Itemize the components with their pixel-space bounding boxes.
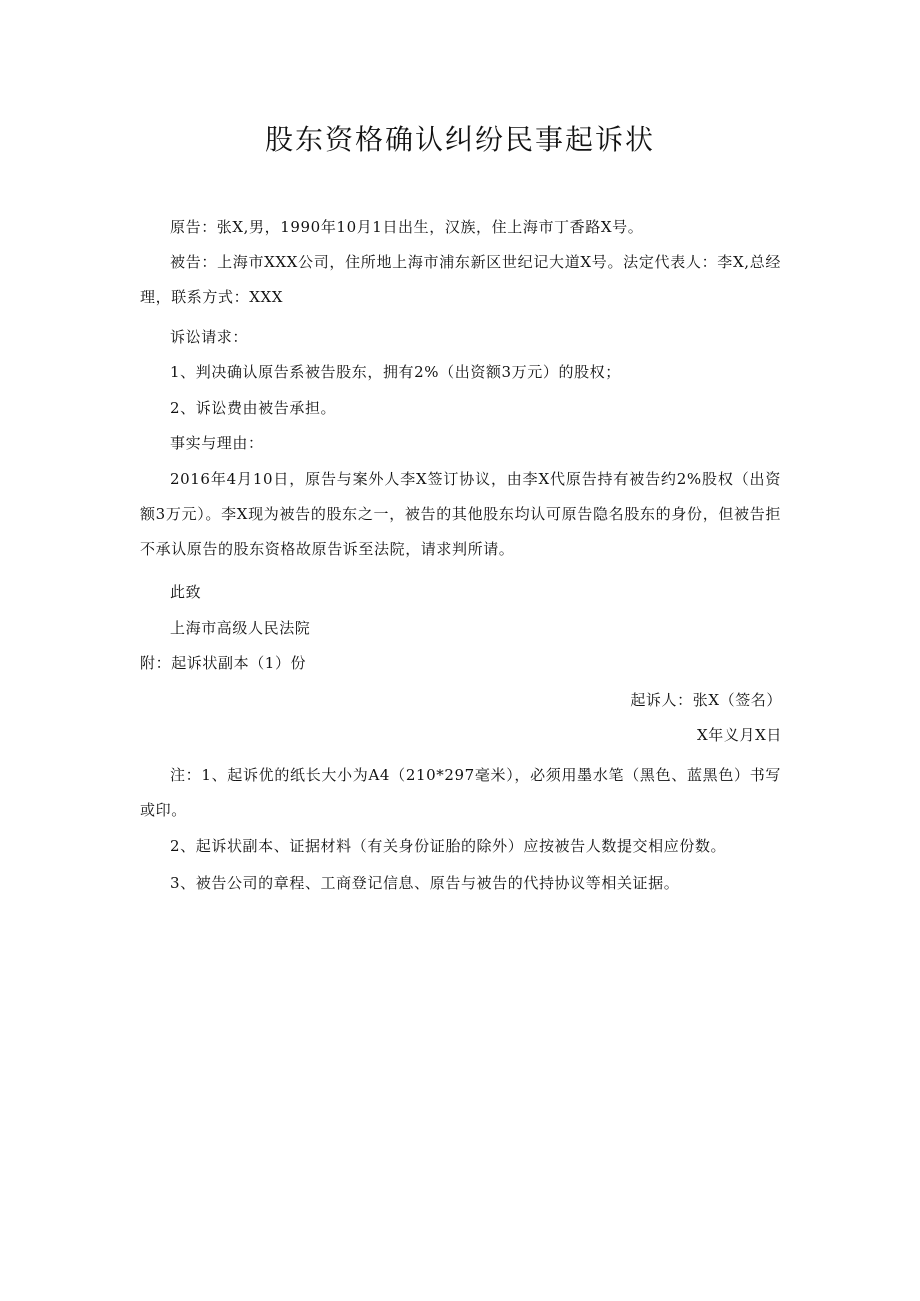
- facts-heading: 事实与理由：: [170, 434, 264, 452]
- court-name: 上海市高级人民法院: [170, 619, 311, 637]
- claims-heading: 诉讼请求：: [170, 328, 249, 346]
- note-item-1: 注：1、起诉优的纸长大小为A4（210*297毫米），必须用墨水笔（黑色、蓝黑色）书写或印。: [140, 766, 781, 819]
- plaintiff-signature: 起诉人：张X（签名）: [630, 691, 782, 709]
- plaintiff-info: 原告：张X,男，1990年10月1日出生，汉族，住上海市丁香路X号。: [170, 218, 644, 236]
- facts-body: 2016年4月10日，原告与案外人李X签订协议，由李X代原告持有被告约2%股权（出资额3万元）。李X现为被告的股东之一，被告的其他股东均认可原告隐名股东的身份，但被告拒不承认原告的股东资格故原告诉至法院，请求判所请。: [140, 470, 781, 558]
- attachment-note: 附：起诉状副本（1）份: [140, 654, 307, 672]
- defendant-info: 被告：上海市XXX公司，住所地上海市浦东新区世纪记大道X号。法定代表人：李X,总经理，联系方式：XXX: [140, 253, 781, 306]
- note-item-2: 2、起诉状副本、证据材料（有关身份证胎的除外）应按被告人数提交相应份数。: [170, 837, 727, 855]
- salutation: 此致: [170, 583, 202, 601]
- claim-item-1: 1、判决确认原告系被告股东，拥有2%（出资额3万元）的股权；: [170, 363, 621, 381]
- note-item-3: 3、被告公司的章程、工商登记信息、原告与被告的代持协议等相关证据。: [170, 874, 680, 892]
- signature-date: X年义月X日: [697, 726, 782, 744]
- claim-item-2: 2、诉讼费由被告承担。: [170, 399, 337, 417]
- document-title: 股东资格确认纠纷民事起诉状: [264, 123, 655, 156]
